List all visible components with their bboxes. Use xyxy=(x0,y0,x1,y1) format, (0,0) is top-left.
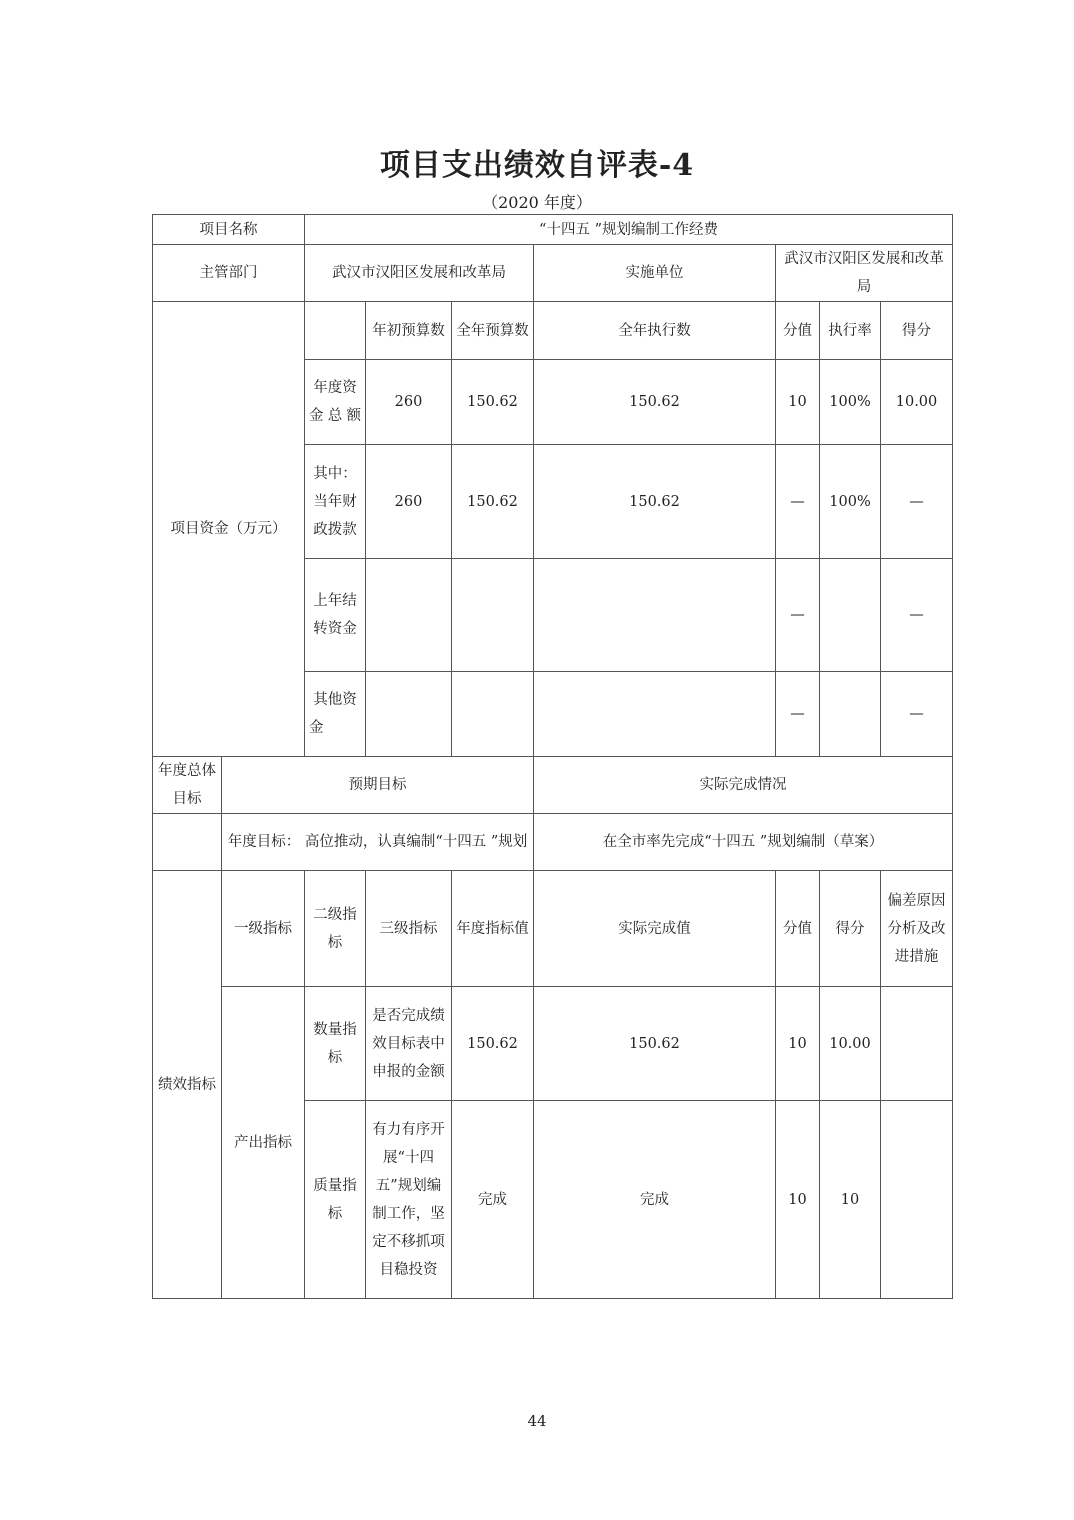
funds-header: 全年预算数 xyxy=(452,302,534,360)
project-name-value: “十四五 ”规划编制工作经费 xyxy=(305,215,953,245)
funds-cell: — xyxy=(776,672,820,757)
funds-cell: 100% xyxy=(820,360,881,445)
goals-blank xyxy=(153,814,222,871)
funds-cell xyxy=(534,559,776,672)
perf-header: 三级指标 xyxy=(366,871,452,987)
funds-cell xyxy=(820,559,881,672)
perf-analysis xyxy=(881,987,953,1101)
funds-cell xyxy=(534,672,776,757)
funds-cell: 260 xyxy=(366,360,452,445)
funds-cell: — xyxy=(776,445,820,559)
perf-level3: 是否完成绩效目标表中申报的金额 xyxy=(366,987,452,1101)
funds-cell: — xyxy=(881,672,953,757)
funds-cell: 150.62 xyxy=(534,360,776,445)
funds-header: 执行率 xyxy=(820,302,881,360)
perf-target: 完成 xyxy=(452,1101,534,1299)
funds-cell xyxy=(820,672,881,757)
perf-score: 10 xyxy=(820,1101,881,1299)
funds-row-label: 其他资金 xyxy=(305,672,366,757)
goals-actual: 在全市率先完成“十四五 ”规划编制（草案） xyxy=(534,814,953,871)
page-number: 44 xyxy=(527,1412,547,1430)
funds-row-label: 其中：当年财政拨款 xyxy=(305,445,366,559)
funds-cell: — xyxy=(776,559,820,672)
perf-level3: 有力有序开展“十四五”规划编制工作，坚定不移抓项目稳投资 xyxy=(366,1101,452,1299)
funds-header: 分值 xyxy=(776,302,820,360)
funds-cell: 150.62 xyxy=(452,360,534,445)
perf-header: 偏差原因分析及改进措施 xyxy=(881,871,953,987)
perf-level2: 质量指标 xyxy=(305,1101,366,1299)
goals-actual-label: 实际完成情况 xyxy=(534,757,953,814)
goals-expected: 年度目标： 高位推动，认真编制“十四五 ”规划 xyxy=(222,814,534,871)
report-year: （2020 年度） xyxy=(482,193,592,212)
perf-level1: 产出指标 xyxy=(222,987,305,1299)
perf-header: 得分 xyxy=(820,871,881,987)
perf-header: 分值 xyxy=(776,871,820,987)
funds-cell: 100% xyxy=(820,445,881,559)
funds-cell xyxy=(452,672,534,757)
funds-row-label: 年度资金总额 xyxy=(305,360,366,445)
perf-score-value: 10 xyxy=(776,1101,820,1299)
impl-value: 武汉市汉阳区发展和改革局 xyxy=(776,245,953,302)
perf-header: 年度指标值 xyxy=(452,871,534,987)
funds-cell: 150.62 xyxy=(534,445,776,559)
funds-header: 年初预算数 xyxy=(366,302,452,360)
funds-header: 得分 xyxy=(881,302,953,360)
funds-label: 项目资金（万元） xyxy=(153,302,305,757)
dept-label: 主管部门 xyxy=(153,245,305,302)
perf-header: 一级指标 xyxy=(222,871,305,987)
perf-actual: 150.62 xyxy=(534,987,776,1101)
project-name-label: 项目名称 xyxy=(153,215,305,245)
funds-cell: — xyxy=(881,445,953,559)
perf-score: 10.00 xyxy=(820,987,881,1101)
funds-header-blank xyxy=(305,302,366,360)
funds-row-label: 上年结转资金 xyxy=(305,559,366,672)
goals-label: 年度总体目标 xyxy=(153,757,222,814)
perf-level2: 数量指标 xyxy=(305,987,366,1101)
perf-analysis xyxy=(881,1101,953,1299)
perf-header: 二级指标 xyxy=(305,871,366,987)
funds-cell: — xyxy=(881,559,953,672)
funds-cell: 10 xyxy=(776,360,820,445)
perf-label: 绩效指标 xyxy=(153,871,222,1299)
page-title: 项目支出绩效自评表-4 xyxy=(379,148,695,183)
funds-cell: 150.62 xyxy=(452,445,534,559)
goals-expected-label: 预期目标 xyxy=(222,757,534,814)
dept-value: 武汉市汉阳区发展和改革局 xyxy=(305,245,534,302)
funds-cell xyxy=(452,559,534,672)
funds-cell xyxy=(366,672,452,757)
perf-score-value: 10 xyxy=(776,987,820,1101)
funds-cell: 260 xyxy=(366,445,452,559)
perf-target: 150.62 xyxy=(452,987,534,1101)
perf-header: 实际完成值 xyxy=(534,871,776,987)
funds-cell: 10.00 xyxy=(881,360,953,445)
perf-actual: 完成 xyxy=(534,1101,776,1299)
funds-cell xyxy=(366,559,452,672)
impl-label: 实施单位 xyxy=(534,245,776,302)
funds-header: 全年执行数 xyxy=(534,302,776,360)
evaluation-table xyxy=(152,214,953,1299)
